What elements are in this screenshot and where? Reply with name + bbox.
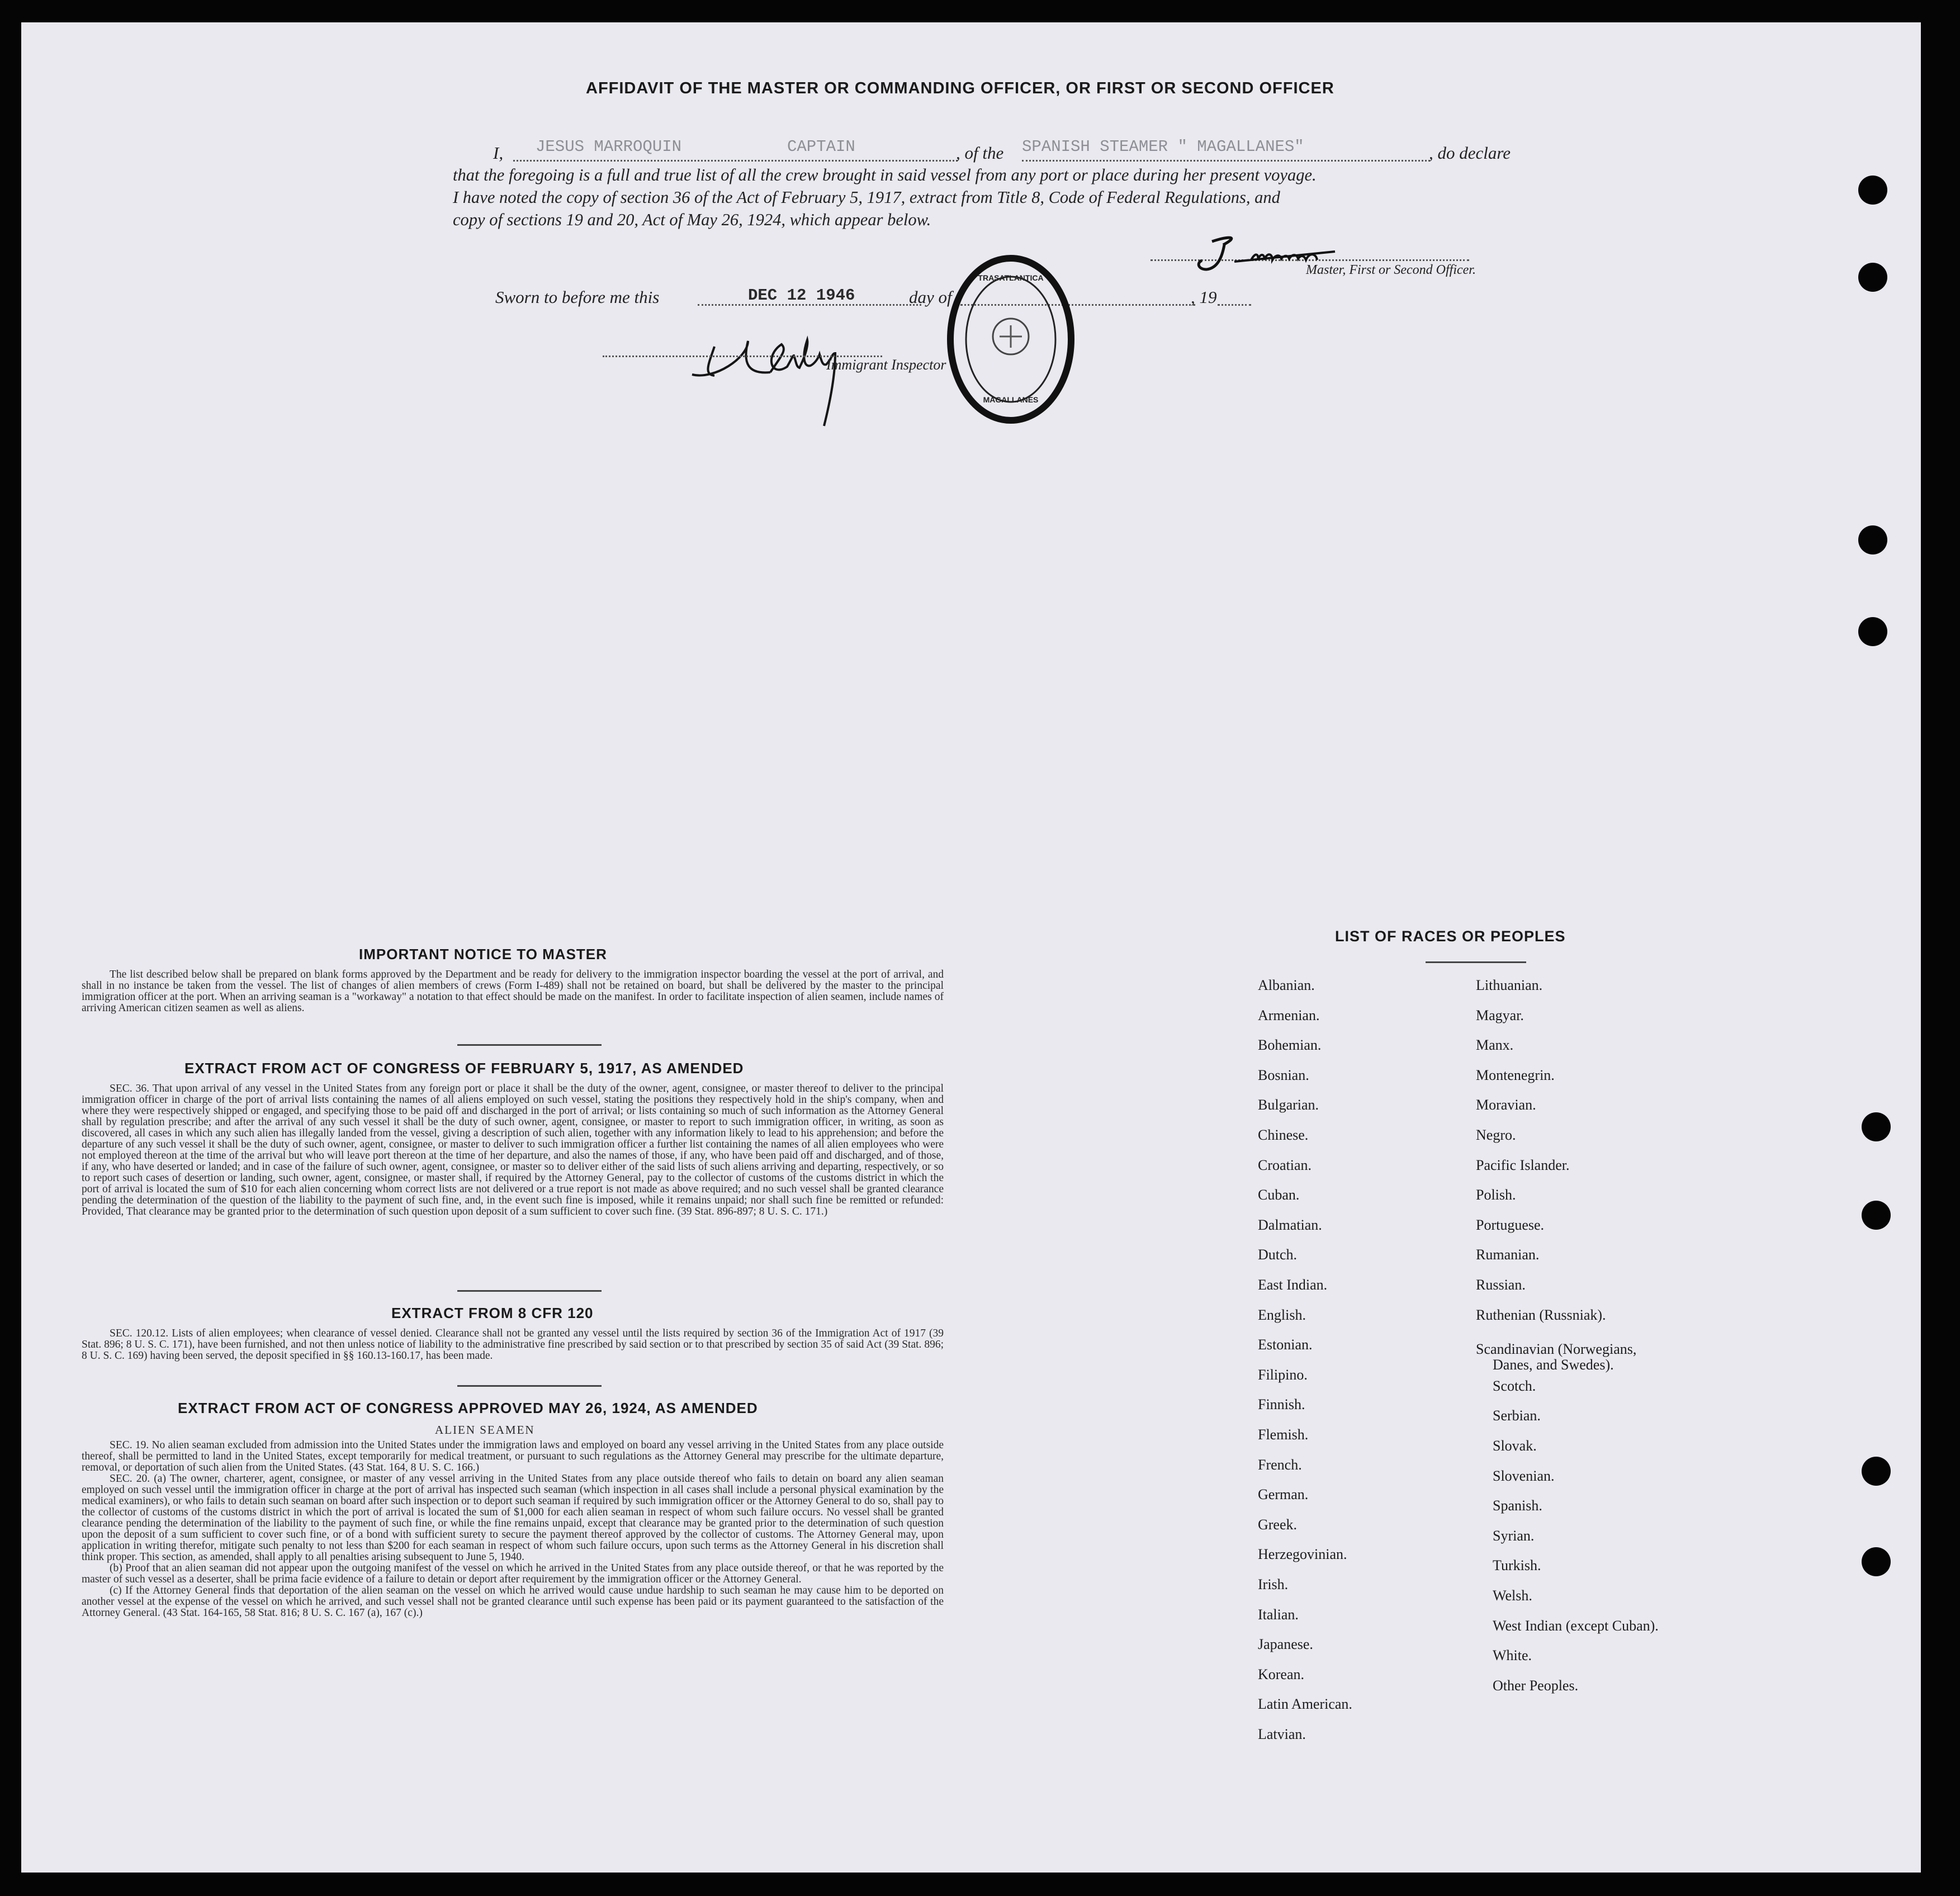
year-prefix: , 19	[1191, 287, 1217, 307]
race-item: Herzegovinian.	[1258, 1546, 1347, 1563]
race-item: Ruthenian (Russniak).	[1476, 1306, 1606, 1323]
race-item: Welsh.	[1493, 1587, 1532, 1604]
inspector-label: Immigrant Inspector	[826, 357, 946, 373]
affidavit-line-3: I have noted the copy of section 36 of the Act of February 5, 1917, extract from Title 8, Code of Federal Regulations, and	[453, 188, 1280, 207]
race-item: Portuguese.	[1476, 1216, 1545, 1233]
race-item: Negro.	[1476, 1127, 1516, 1143]
svg-text:TRASATLANTICA: TRASATLANTICA	[978, 273, 1044, 282]
race-item: German.	[1258, 1486, 1309, 1503]
notice-body	[82, 969, 944, 1014]
races-title-rule	[1426, 961, 1526, 963]
race-item: White.	[1493, 1647, 1532, 1664]
race-item: East Indian.	[1258, 1277, 1328, 1293]
race-item: Moravian.	[1476, 1097, 1536, 1113]
race-item: Syrian.	[1493, 1527, 1535, 1544]
race-item: French.	[1258, 1456, 1302, 1473]
race-item: Danes, and Swedes).	[1493, 1357, 1614, 1373]
company-stamp	[944, 253, 1078, 426]
binder-hole	[1862, 1201, 1891, 1230]
section-divider	[457, 1385, 602, 1387]
vessel-field-line	[1022, 160, 1430, 162]
race-item: Greek.	[1258, 1516, 1298, 1533]
race-item: Japanese.	[1258, 1636, 1313, 1653]
name-field-line	[513, 160, 958, 162]
master-rank: CAPTAIN	[787, 138, 855, 156]
affidavit-pronoun: I,	[493, 143, 504, 163]
race-item: Slovenian.	[1493, 1467, 1555, 1484]
inspector-signature	[681, 319, 893, 430]
race-item: Estonian.	[1258, 1336, 1313, 1353]
race-item: Dutch.	[1258, 1246, 1298, 1263]
binder-hole	[1858, 263, 1887, 292]
extract-1924-sec20a: SEC. 20. (a) The owner, charterer, agent, consignee, or master of any vessel arriving in the United States from any place outside thereof who fails to detain on board any alien seaman employed on such vessel until the immigration officer in charge at the port of arrival has inspected such seaman (which inspection in all cases shall include a personal physical examination by the medical examiners), or who fails to detain such seaman on board after such inspection or to deport such seaman if required by such immigration officer or the Attorney General to do so, shall pay to the collector of customs of the customs district in which the port of arrival is located the sum of $1,000 for each alien seaman in respect of whom such failure occurs. No vessel shall be granted clearance pending the determination of the liability to the payment of such fine, or while the fine remains unpaid, except that clearance may be granted prior to the determination of such question upon the deposit of a sum sufficient to cover such fine, or of a bond with sufficient surety to secure the payment thereof approved by the collector of customs. The Attorney General may, upon application in writing therefor, mitigate such penalty to not less than $200 for each seaman in respect of whom such failure occurs, upon such terms as the Attorney General in his discretion shall think proper. This section, as amended, shall apply to all penalties arising subsequent to June 5, 1940.	[82, 1473, 944, 1563]
extract-1917-title: EXTRACT FROM ACT OF CONGRESS OF FEBRUARY 5, 1917, AS AMENDED	[184, 1060, 744, 1077]
extract-cfr-text: SEC. 120.12. Lists of alien employees; when clearance of vessel denied. Clearance shall not be granted any vessel until the lists required by section 36 of the Immigration Act of 1917 (39 Stat. 896; 8 U. S. C. 171), have been furnished, and not then unless notice of liability to the administrative fine prescribed by said section or to that prescribed by section 35 of said Act (39 Stat. 896; 8 U. S. C. 169) having been served, the deposit specified in §§ 160.13-160.17, has been made.	[82, 1328, 944, 1362]
master-label: Master, First or Second Officer.	[1306, 263, 1476, 277]
document-page	[21, 22, 1921, 1873]
section-divider	[457, 1290, 602, 1292]
extract-cfr-title: EXTRACT FROM 8 CFR 120	[391, 1305, 594, 1321]
race-item: English.	[1258, 1306, 1306, 1323]
extract-1917-body	[82, 1083, 944, 1217]
binder-hole	[1858, 525, 1887, 554]
race-item: Russian.	[1476, 1277, 1526, 1293]
of-the-label: , of the	[956, 143, 1004, 163]
race-item: Serbian.	[1493, 1407, 1541, 1424]
race-item: Bulgarian.	[1258, 1097, 1319, 1113]
race-item: Latvian.	[1258, 1726, 1306, 1742]
race-item: Lithuanian.	[1476, 977, 1543, 993]
race-item: Bosnian.	[1258, 1066, 1309, 1083]
race-item: Pacific Islander.	[1476, 1156, 1570, 1173]
race-item: Scandinavian (Norwegians,	[1476, 1341, 1637, 1358]
race-item: Bohemian.	[1258, 1037, 1322, 1054]
race-item: Croatian.	[1258, 1156, 1312, 1173]
race-item: Rumanian.	[1476, 1246, 1540, 1263]
extract-cfr-body	[82, 1328, 944, 1362]
race-item: Turkish.	[1493, 1557, 1541, 1574]
extract-1924-body	[82, 1440, 944, 1619]
race-item: Polish.	[1476, 1187, 1516, 1203]
race-item: Montenegrin.	[1476, 1066, 1555, 1083]
race-item: Filipino.	[1258, 1366, 1308, 1383]
year-line	[1218, 304, 1251, 306]
race-item: Dalmatian.	[1258, 1216, 1322, 1233]
extract-1917-text: SEC. 36. That upon arrival of any vessel in the United States from any foreign port or place it shall be the duty of the owner, agent, consignee, or master thereof to deliver to the principal immigration officer in charge of the port of arrival lists containing the names of all aliens employed on such vessel, stating the positions they respectively hold in the ship's company, when and where they were respectively shipped or engaged, and specifying those to be paid off and discharged in the port of arrival; or lists containing so much of such information as the Attorney General shall by regulation prescribe; and after the arrival of any such vessel it shall be the duty of such owner, agent, consignee, or master to report to such immigration officer, in writing, as soon as discovered, all cases in which any such alien has illegally landed from the vessel, giving a description of such alien, together with any information likely to lead to his apprehension; and before the departure of any such vessel it shall be the duty of such owner, agent, consignee, or master to deliver to such immigration officer a further list containing the names of all alien employees who were not employed thereon at the time of the arrival but who will leave port thereon at the time of her departure, and also the names of those, if any, who have been paid off and discharged, and of those, if any, who have deserted or landed; and in case of the failure of such owner, agent, consignee, or master so to deliver either of the said lists of such aliens arriving and departing, respectively, or so to report such cases of desertion or landing, such owner, agent, consignee, or master shall, if required by the Attorney General, pay to the collector of customs of the customs district in which the port of arrival is located the sum of $10 for each alien concerning whom correct lists are not delivered or a true report is not made as above required; and no such vessel shall be granted clearance pending the determination of the question of the liability to the payment of such fine, and, in the event such fine is imposed, while it remains unpaid; nor shall such fine be remitted or refunded: Provided, That clearance may be granted prior to the determination of such question upon deposit of a sum sufficient to cover such fine. (39 Stat. 896-897; 8 U. S. C. 171.)	[82, 1083, 944, 1217]
binder-hole	[1858, 617, 1887, 646]
master-name: JESUS MARROQUIN	[536, 138, 682, 156]
affidavit-title: AFFIDAVIT OF THE MASTER OR COMMANDING OFFICER, OR FIRST OR SECOND OFFICER	[586, 79, 1334, 97]
affidavit-line-2: that the foregoing is a full and true list of all the crew brought in said vessel from any port or place during her present voyage.	[453, 165, 1317, 184]
race-item: Slovak.	[1493, 1438, 1537, 1454]
notice-body-text: The list described below shall be prepared on blank forms approved by the Department and be ready for delivery to the immigration inspector boarding the vessel at the port of arrival, and shall in no instance be taken from the vessel. The list of changes of alien members of crews (Form I-489) shall not be retained on board, but shall be delivered by the master to the principal immigration officer at the port. When an arriving seaman is a "workaway" a notation to that effect should be made on the manifest. In order to facilitate inspection of alien seamen, include names of arriving American citizen seamen as well as aliens.	[82, 969, 944, 1014]
race-item: Magyar.	[1476, 1007, 1524, 1023]
race-item: Korean.	[1258, 1666, 1305, 1682]
race-item: Other Peoples.	[1493, 1677, 1579, 1694]
sworn-label: Sworn to before me this	[495, 287, 660, 307]
day-of-label: day of	[909, 287, 952, 307]
binder-hole	[1858, 176, 1887, 205]
binder-hole	[1862, 1547, 1891, 1576]
binder-hole	[1862, 1112, 1891, 1141]
races-title: LIST OF RACES OR PEOPLES	[1335, 928, 1566, 945]
extract-1924-title: EXTRACT FROM ACT OF CONGRESS APPROVED MAY 26, 1924, AS AMENDED	[178, 1400, 758, 1416]
race-item: Cuban.	[1258, 1187, 1300, 1203]
race-item: Finnish.	[1258, 1396, 1305, 1413]
extract-1924-sec20b: (b) Proof that an alien seaman did not appear upon the outgoing manifest of the vessel on which he arrived in the United States from any place outside thereof, or that he was reported by the master of such vessel as a deserter, shall be prima facie evidence of a failure to detain or deport after requirement by the immigration officer or the Attorney General.	[82, 1562, 944, 1585]
do-declare-label: , do declare	[1429, 143, 1511, 163]
race-item: Irish.	[1258, 1576, 1289, 1592]
extract-1924-sec19: SEC. 19. No alien seaman excluded from admission into the United States under the immigration laws and employed on board any vessel arriving in the United States from any place outside thereof, shall be permitted to land in the United States, except temporarily for medical treatment, or pursuant to such regulations as the Attorney General may prescribe for the ultimate departure, removal, or deportation of such alien from the United States. (43 Stat. 164, 8 U. S. C. 166.)	[82, 1439, 944, 1473]
section-divider	[457, 1044, 602, 1046]
extract-1924-subtitle: ALIEN SEAMEN	[435, 1423, 535, 1437]
race-item: Albanian.	[1258, 977, 1315, 993]
race-item: Manx.	[1476, 1037, 1514, 1054]
race-item: Armenian.	[1258, 1007, 1320, 1023]
notice-title: IMPORTANT NOTICE TO MASTER	[359, 946, 607, 963]
race-item: Scotch.	[1493, 1377, 1536, 1394]
svg-text:MAGALLANES: MAGALLANES	[983, 395, 1039, 404]
sworn-date: DEC 12 1946	[748, 286, 855, 305]
race-item: Latin American.	[1258, 1696, 1352, 1713]
race-item: Italian.	[1258, 1606, 1299, 1623]
binder-hole	[1862, 1457, 1891, 1486]
extract-1924-sec20c: (c) If the Attorney General finds that deportation of the alien seaman on the vessel on which he arrived would cause undue hardship to such seaman he may cause him to be deported on another vessel at the expense of the vessel on which he arrived, and such vessel shall not be granted clearance until such expense has been paid or its payment guaranteed to the satisfaction of the Attorney General. (43 Stat. 164-165, 58 Stat. 816; 8 U. S. C. 167 (a), 167 (c).)	[82, 1585, 944, 1619]
race-item: Chinese.	[1258, 1127, 1309, 1143]
vessel-name: SPANISH STEAMER " MAGALLANES"	[1022, 138, 1304, 156]
race-item: Flemish.	[1258, 1426, 1309, 1443]
race-item: Spanish.	[1493, 1497, 1542, 1514]
race-item: West Indian (except Cuban).	[1493, 1617, 1659, 1634]
affidavit-line-4: copy of sections 19 and 20, Act of May 26, 1924, which appear below.	[453, 210, 931, 229]
